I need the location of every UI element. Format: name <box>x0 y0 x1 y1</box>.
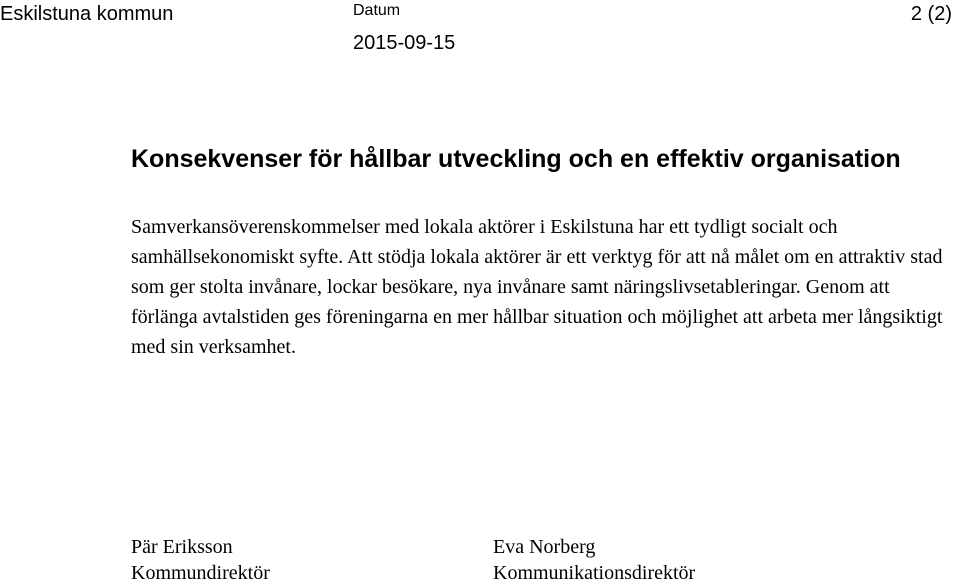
organization-name: Eskilstuna kommun <box>0 3 174 25</box>
section-heading: Konsekvenser för hållbar utveckling och en effektiv organisation <box>131 145 901 173</box>
signatory-title: Kommundirektör <box>131 562 270 584</box>
signatory-name: Pär Eriksson <box>131 536 233 558</box>
signature-block-2 <box>493 534 695 586</box>
body-paragraph: Samverkansöverenskommelser med lokala aktörer i Eskilstuna har ett tydligt socialt och samhällsekonomiskt syfte. Att stödja lokala aktörer är ett verktyg för att nå målet om en attraktiv stad som ger stolta invånare, lockar besökare, nya invånare samt näringslivsetableringar. Genom att förlänga avtalstiden ges föreningarna en mer hållbar situation och möjlighet att arbeta mer långsiktigt med sin verksamhet. <box>131 216 943 358</box>
page-number: 2 (2) <box>910 3 952 25</box>
document-date: 2015-09-15 <box>353 32 456 54</box>
signatory-title: Kommunikationsdirektör <box>493 562 696 584</box>
signature-block-1 <box>131 534 270 586</box>
date-label: Datum <box>353 2 401 19</box>
signatory-name: Eva Norberg <box>493 536 596 558</box>
